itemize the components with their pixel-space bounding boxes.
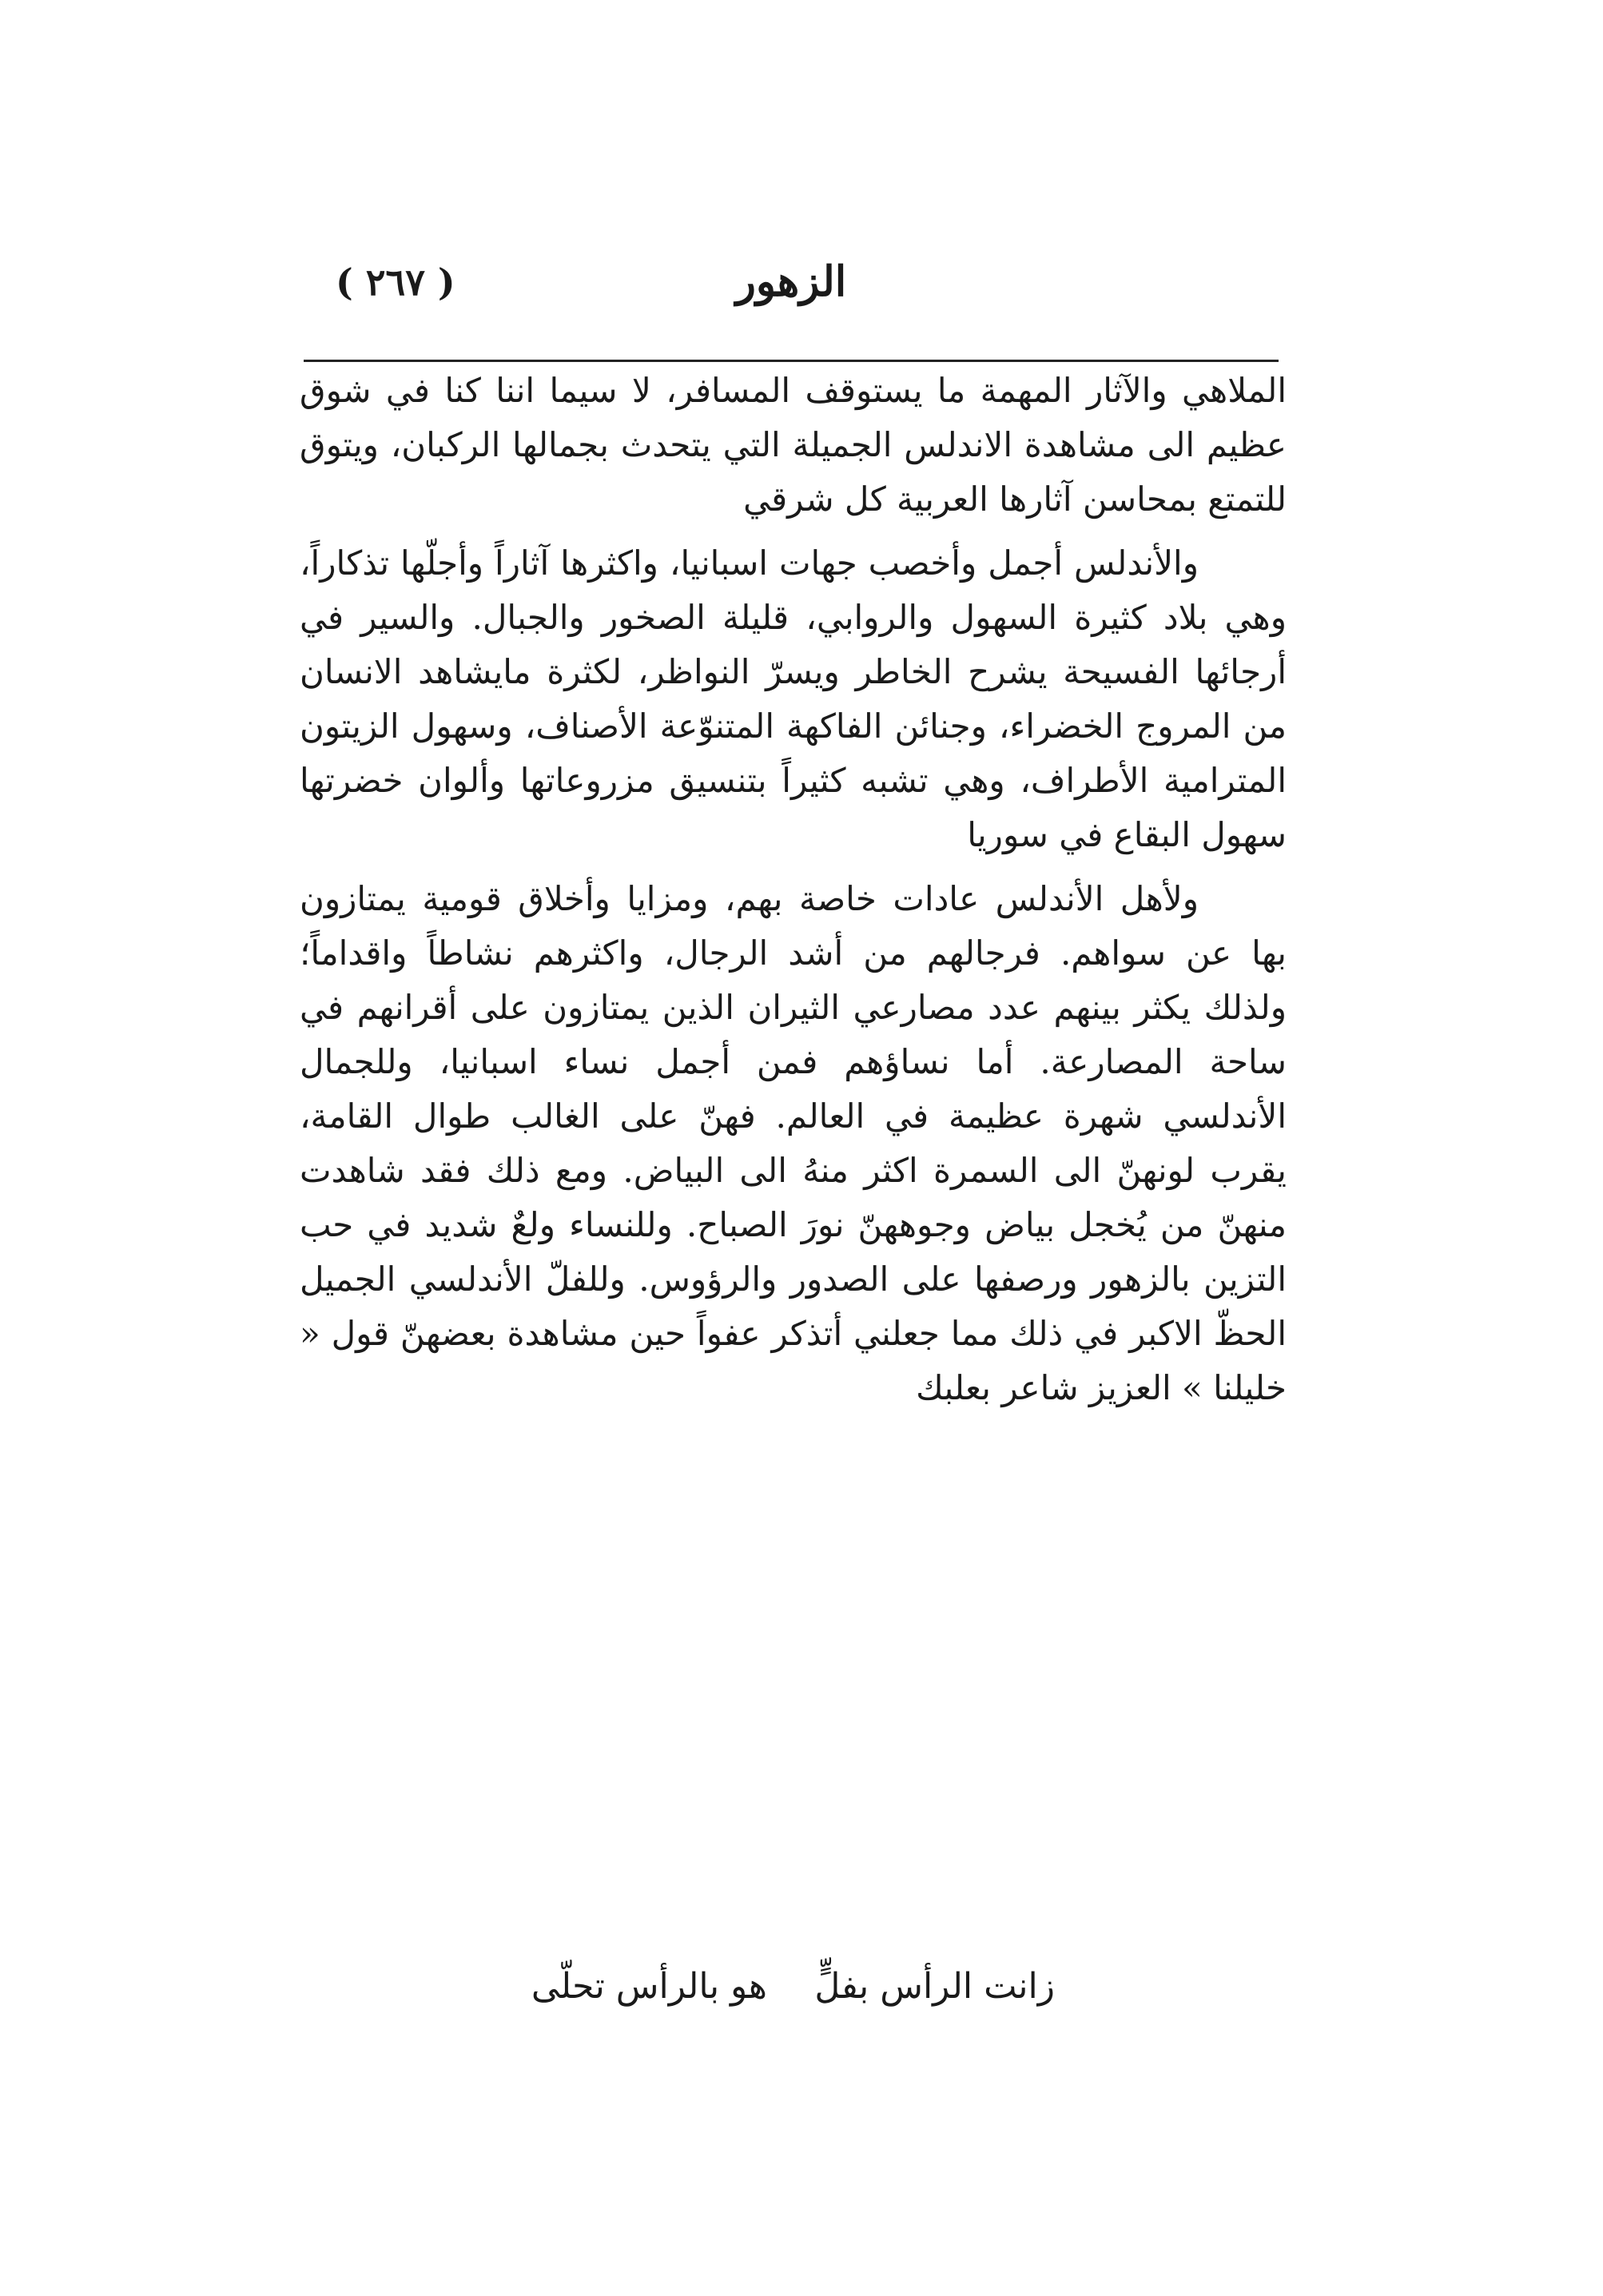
header-divider bbox=[304, 360, 1279, 362]
verse-first-hemistich: زانت الرأس بفلٍّ bbox=[814, 1966, 1055, 2007]
poetry-verse bbox=[304, 1966, 1279, 2030]
running-title: الزهور bbox=[735, 257, 847, 306]
paragraph-1: الملاهي والآثار المهمة ما يستوقف المسافر، لا سيما اننا كنا في شوق عظيم الى مشاهدة الاندلس الجميلة التي يتحدث بجمالها الركبان، ويتوق للتمتع بمحاسن آثارها العربية كل شرقي bbox=[300, 371, 1287, 519]
verse-second-hemistich: هو بالرأس تحلّى bbox=[531, 1966, 767, 2007]
body-text bbox=[300, 364, 1287, 1425]
page-header bbox=[304, 257, 1279, 329]
paragraph-2: والأندلس أجمل وأخصب جهات اسبانيا، واكثرها آثاراً وأجلّها تذكاراً، وهي بلاد كثيرة السهول والروابي، قليلة الصخور والجبال. والسير في أرجائها الفسيحة يشرح الخاطر ويسرّ النواظر، لكثرة مايشاهد الانسان من المروج الخضراء، وجنائن الفاكهة المتنوّعة الأصناف، وسهول الزيتون المترامية الأطراف، وهي تشبه كثيراً بتنسيق مزروعاتها وألوان خضرتها سهول البقاع في سوريا bbox=[300, 543, 1287, 854]
page-number: ( ٢٦٧ ) bbox=[336, 261, 455, 304]
paragraph-3: ولأهل الأندلس عادات خاصة بهم، ومزايا وأخلاق قومية يمتازون بها عن سواهم. فرجالهم من أشد الرجال، واكثرهم نشاطاً واقداماً؛ ولذلك يكثر بينهم عدد مصارعي الثيران الذين يمتازون على أقرانهم في ساحة المصارعة. أما نساؤهم فمن أجمل نساء اسبانيا، وللجمال الأندلسي شهرة عظيمة في العالم. فهنّ على الغالب طوال القامة، يقرب لونهنّ الى السمرة اكثر منهُ الى البياض. ومع ذلك فقد شاهدت منهنّ من يُخجل بياض وجوههنّ نورَ الصباح. وللنساء ولعٌ شديد في حب التزين بالزهور ورصفها على الصدور والرؤوس. وللفلّ الأندلسي الجميل الحظّ الاكبر في ذلك مما جعلني أتذكر عفواً حين مشاهدة بعضهنّ قول « خليلنا » العزيز شاعر بعلبك bbox=[300, 879, 1287, 1407]
